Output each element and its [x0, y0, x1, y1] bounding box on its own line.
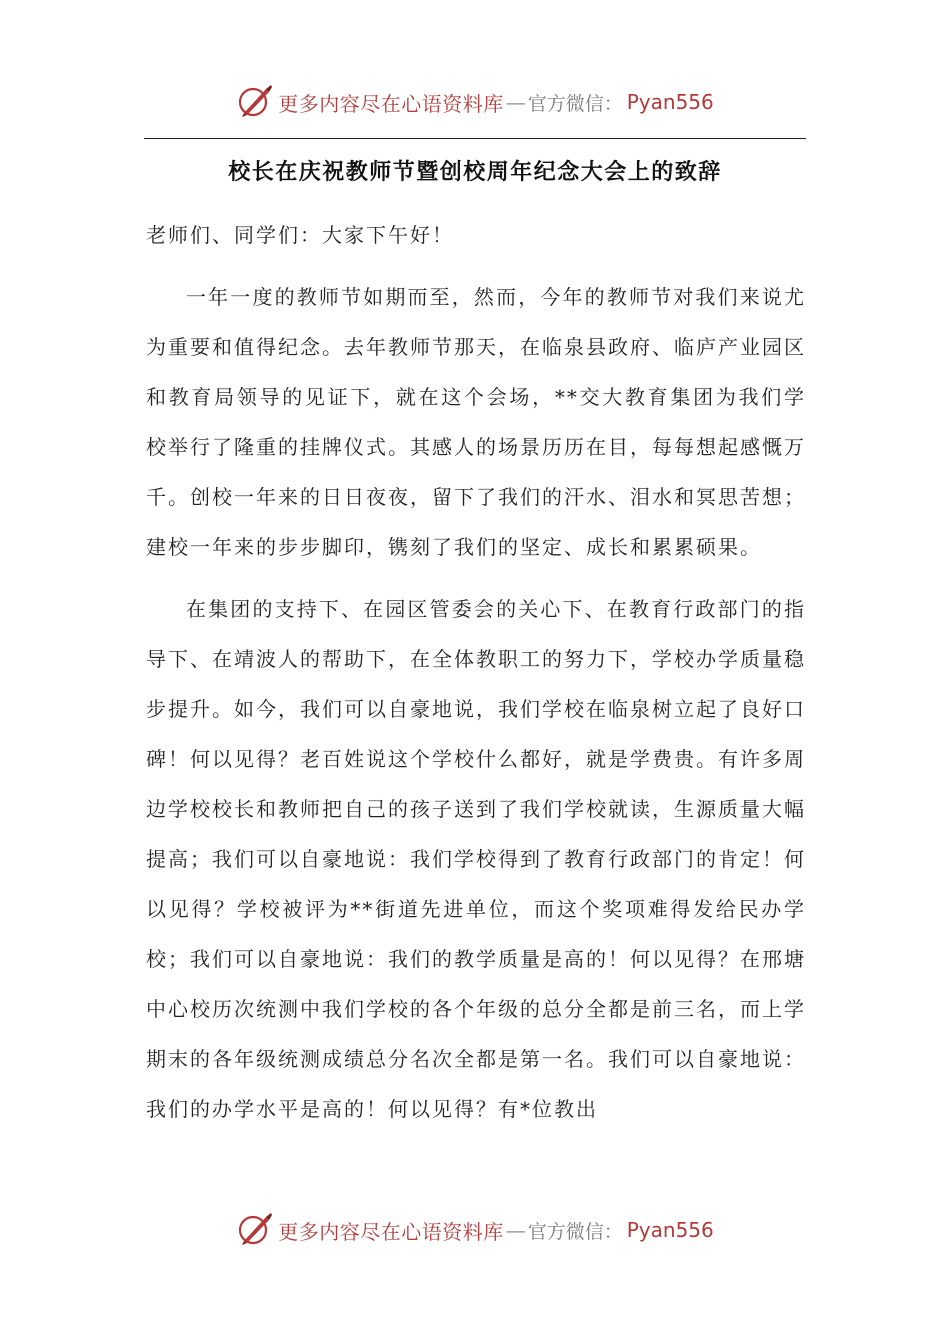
document-title: 校长在庆祝教师节暨创校周年纪念大会上的致辞 — [228, 159, 722, 185]
document-body — [146, 210, 806, 1146]
footer-wechat-label: 官方微信： — [527, 1220, 623, 1243]
greeting: 老师们、同学们：大家下午好！ — [146, 223, 454, 247]
footer-wechat-id: Pyan556 — [626, 1218, 714, 1242]
quill-pen-logo-icon — [236, 83, 274, 121]
paragraph-1: 一年一度的教师节如期而至，然而，今年的教师节对我们来说尤为重要和值得纪念。去年教师节那天，在临泉县政府、临庐产业园区和教育局领导的见证下，就在这个会场，**交大教育集团为我们学校举行了隆重的挂牌仪式。其感人的场景历历在目，每每想起感慨万千。创校一年来的日日夜夜，留下了我们的汗水、泪水和冥思苦想；建校一年来的步步脚印，镌刻了我们的坚定、成长和累累硕果。 — [146, 285, 806, 559]
header-divider — [144, 138, 806, 139]
wechat-label: 官方微信： — [527, 92, 623, 115]
wechat-id: Pyan556 — [626, 90, 714, 114]
footer-banner-dash: — — [505, 1218, 526, 1242]
quill-pen-logo-icon — [236, 1211, 274, 1249]
footer-banner — [0, 1210, 950, 1250]
header-banner — [0, 82, 950, 122]
banner-text: 更多内容尽在心语资料库 — [278, 91, 504, 116]
footer-banner-text: 更多内容尽在心语资料库 — [278, 1219, 504, 1244]
banner-dash: — — [505, 90, 526, 114]
paragraph-2: 在集团的支持下、在园区管委会的关心下、在教育行政部门的指导下、在靖波人的帮助下，在全体教职工的努力下，学校办学质量稳步提升。如今，我们可以自豪地说，我们学校在临泉树立起了良好口碑！何以见得？老百姓说这个学校什么都好，就是学费贵。有许多周边学校校长和教师把自己的孩子送到了我们学校就读，生源质量大幅提高；我们可以自豪地说：我们学校得到了教育行政部门的肯定！何以见得？学校被评为**街道先进单位，而这个奖项难得发给民办学校；我们可以自豪地说：我们的教学质量是高的！何以见得？在邢塘中心校历次统测中我们学校的各个年级的总分全都是前三名，而上学期末的各年级统测成绩总分名次全都是第一名。我们可以自豪地说：我们的办学水平是高的！何以见得？有*位教出 — [146, 597, 806, 1121]
